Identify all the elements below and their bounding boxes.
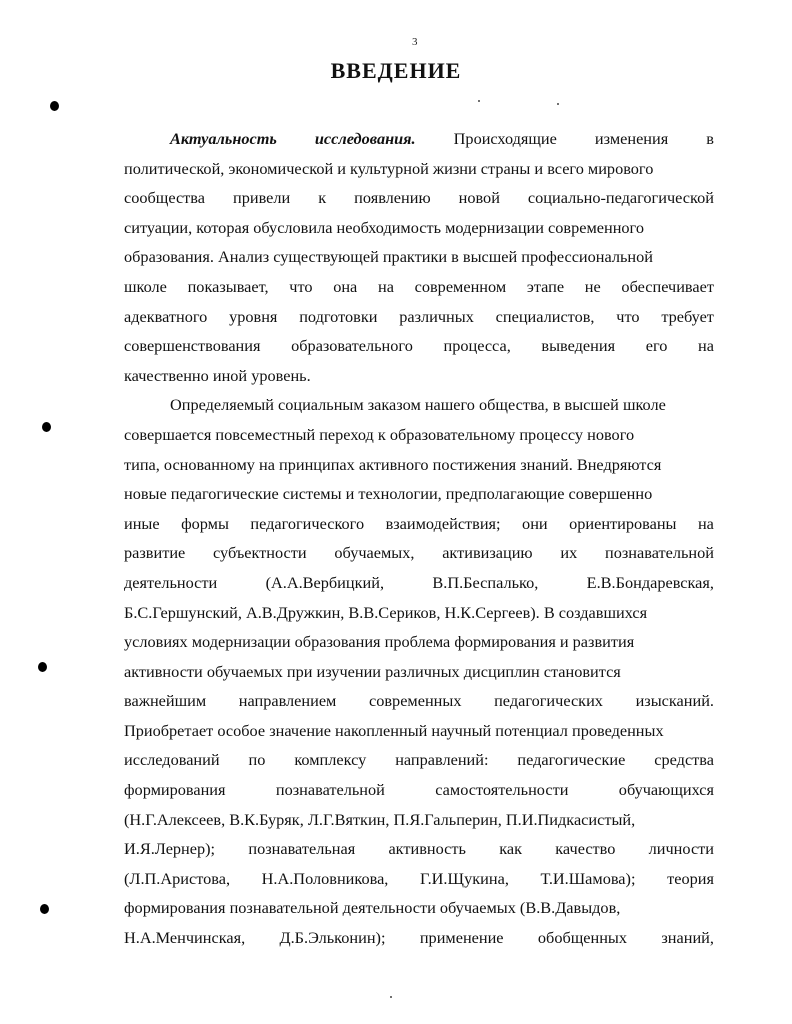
text-word: направлением <box>238 691 337 711</box>
text-word: ситуации, которая обусловила необходимость модернизации современного <box>124 217 644 237</box>
text-word: современном <box>414 276 507 296</box>
text-word: что <box>616 306 640 326</box>
text-word: типа, основанному на принципах активного постижения знаний. Внедряются <box>124 454 662 474</box>
text-word: специалистов, <box>495 306 595 326</box>
text-line <box>124 805 714 835</box>
text-word: важнейшим <box>124 691 207 711</box>
text-word: обобщенных <box>537 928 628 948</box>
text-word: условиях модернизации образования проблема формирования и развития <box>124 632 635 652</box>
text-line <box>124 272 714 302</box>
text-line <box>124 864 714 894</box>
text-word: Н.А.Половникова, <box>261 868 389 888</box>
text-line <box>124 361 714 391</box>
text-line <box>124 775 714 805</box>
text-line <box>124 893 714 923</box>
text-word: школе <box>124 276 167 296</box>
paragraph-relevance <box>124 124 714 390</box>
text-line <box>124 538 714 568</box>
text-word: на <box>698 336 714 356</box>
text-word: показывает, <box>187 276 269 296</box>
text-word: образования. Анализ существующей практики в высшей профессиональной <box>124 247 653 267</box>
punch-hole-2 <box>42 422 51 432</box>
text-word: обучающихся <box>618 780 714 800</box>
text-word: появлению <box>354 188 431 208</box>
text-line <box>124 479 714 509</box>
text-word: познавательная <box>248 839 356 859</box>
scan-speck <box>557 103 559 105</box>
text-word: Актуальность <box>170 129 277 148</box>
text-word: педагогического <box>250 513 365 533</box>
text-word: они <box>522 513 548 533</box>
text-word: направлений: <box>395 750 489 770</box>
text-word: познавательной <box>275 780 385 800</box>
paragraph-context <box>124 390 714 952</box>
text-word: не <box>584 276 601 296</box>
text-word: (Н.Г.Алексеев, В.К.Буряк, Л.Г.Вяткин, П.Я.Гальперин, П.И.Пидкасистый, <box>124 809 636 829</box>
text-word: совершается повсеместный переход к образовательному процессу нового <box>124 424 635 444</box>
text-word: Е.В.Бондаревская, <box>586 572 714 592</box>
text-word: этапе <box>526 276 565 296</box>
text-word: формирования познавательной деятельности обучаемых (В.В.Давыдов, <box>124 898 621 918</box>
text-word: в <box>706 129 714 148</box>
text-word: адекватного <box>124 306 208 326</box>
text-word: личности <box>648 839 714 859</box>
text-word: политической, экономической и культурной жизни страны и всего мирового <box>124 158 654 178</box>
text-line <box>124 834 714 864</box>
text-word: изменения <box>594 129 669 148</box>
text-word: Т.И.Шамова); <box>540 868 636 888</box>
text-word: (А.А.Вербицкий, <box>265 572 385 592</box>
text-word: социально-педагогической <box>527 188 714 208</box>
text-line <box>124 213 714 243</box>
text-word: педагогических <box>494 691 603 711</box>
scan-speck <box>390 996 392 998</box>
text-word: Определяемый социальным заказом нашего общества, в высшей школе <box>170 395 666 415</box>
text-word: она <box>333 276 358 296</box>
text-line <box>124 154 714 184</box>
text-word: (Л.П.Аристова, <box>124 868 231 888</box>
text-word: выведения <box>541 336 616 356</box>
text-word: средства <box>654 750 714 770</box>
text-line <box>124 568 714 598</box>
text-word: Приобретает особое значение накопленный научный потенциал проведенных <box>124 720 664 740</box>
text-word: педагогические <box>517 750 626 770</box>
text-word: знаний, <box>661 928 714 948</box>
text-word: субъектности <box>213 543 307 563</box>
text-word: взаимодействия; <box>385 513 501 533</box>
text-word: ориентированы <box>569 513 677 533</box>
text-line <box>124 302 714 332</box>
text-line <box>124 509 714 539</box>
scan-speck <box>478 100 480 102</box>
text-word: применение <box>419 928 504 948</box>
text-word: развитие <box>124 543 186 563</box>
text-word: Г.И.Щукина, <box>420 868 509 888</box>
page-title: ВВЕДЕНИЕ <box>330 58 462 83</box>
text-word: Д.Б.Эльконин); <box>279 928 386 948</box>
punch-hole-3 <box>38 662 47 672</box>
page-number: 3 <box>412 36 418 48</box>
text-word: исследования. <box>314 129 416 148</box>
text-word: на <box>377 276 394 296</box>
text-word: иные <box>124 513 160 533</box>
text-word: формы <box>181 513 229 533</box>
text-word: современных <box>369 691 462 711</box>
text-line <box>124 598 714 628</box>
document-body <box>124 124 714 953</box>
text-word: качество <box>555 839 616 859</box>
text-word: качественно иной уровень. <box>124 365 311 385</box>
punch-hole-4 <box>40 904 49 914</box>
text-word: по <box>248 750 266 770</box>
text-word: самостоятельности <box>435 780 569 800</box>
text-word: требует <box>661 306 714 326</box>
text-line <box>124 124 714 154</box>
text-word: как <box>499 839 522 859</box>
text-line <box>124 745 714 775</box>
text-word: различных <box>399 306 474 326</box>
text-word: исследований <box>124 750 220 770</box>
text-word: И.Я.Лернер); <box>124 839 216 859</box>
text-line <box>124 686 714 716</box>
text-word: теория <box>667 868 714 888</box>
text-line <box>124 183 714 213</box>
text-word: деятельности <box>124 572 218 592</box>
text-line <box>124 716 714 746</box>
text-word: Происходящие <box>453 129 557 148</box>
text-word: подготовки <box>299 306 378 326</box>
text-word: на <box>697 513 714 533</box>
text-word: Б.С.Гершунский, А.В.Дружкин, В.В.Сериков, Н.К.Сергеев). В создавшихся <box>124 602 648 622</box>
text-word: совершенствования <box>124 336 261 356</box>
text-word: его <box>645 336 668 356</box>
text-line <box>124 450 714 480</box>
text-word: уровня <box>229 306 278 326</box>
text-word: активизацию <box>442 543 533 563</box>
text-word: новой <box>458 188 500 208</box>
text-word: привели <box>233 188 291 208</box>
text-line <box>124 242 714 272</box>
punch-hole-1 <box>50 101 59 111</box>
text-word: обучаемых, <box>334 543 415 563</box>
text-word: образовательного <box>291 336 413 356</box>
text-word: новые педагогические системы и технологии, предполагающие совершенно <box>124 484 653 504</box>
text-word: их <box>560 543 578 563</box>
text-line <box>124 390 714 420</box>
text-word: процесса, <box>443 336 511 356</box>
text-line <box>124 923 714 953</box>
text-word: обеспечивает <box>621 276 714 296</box>
text-word: что <box>289 276 313 296</box>
text-word: сообщества <box>124 188 206 208</box>
text-line <box>124 657 714 687</box>
text-word: В.П.Беспалько, <box>432 572 539 592</box>
text-line <box>124 627 714 657</box>
text-word: активности обучаемых при изучении различных дисциплин становится <box>124 661 621 681</box>
text-word: комплексу <box>294 750 367 770</box>
text-word: познавательной <box>605 543 714 563</box>
text-word: активность <box>388 839 466 859</box>
text-word: изысканий. <box>635 691 714 711</box>
text-line <box>124 420 714 450</box>
text-line <box>124 331 714 361</box>
text-word: к <box>318 188 327 208</box>
text-word: Н.А.Менчинская, <box>124 928 246 948</box>
text-word: формирования <box>124 780 226 800</box>
